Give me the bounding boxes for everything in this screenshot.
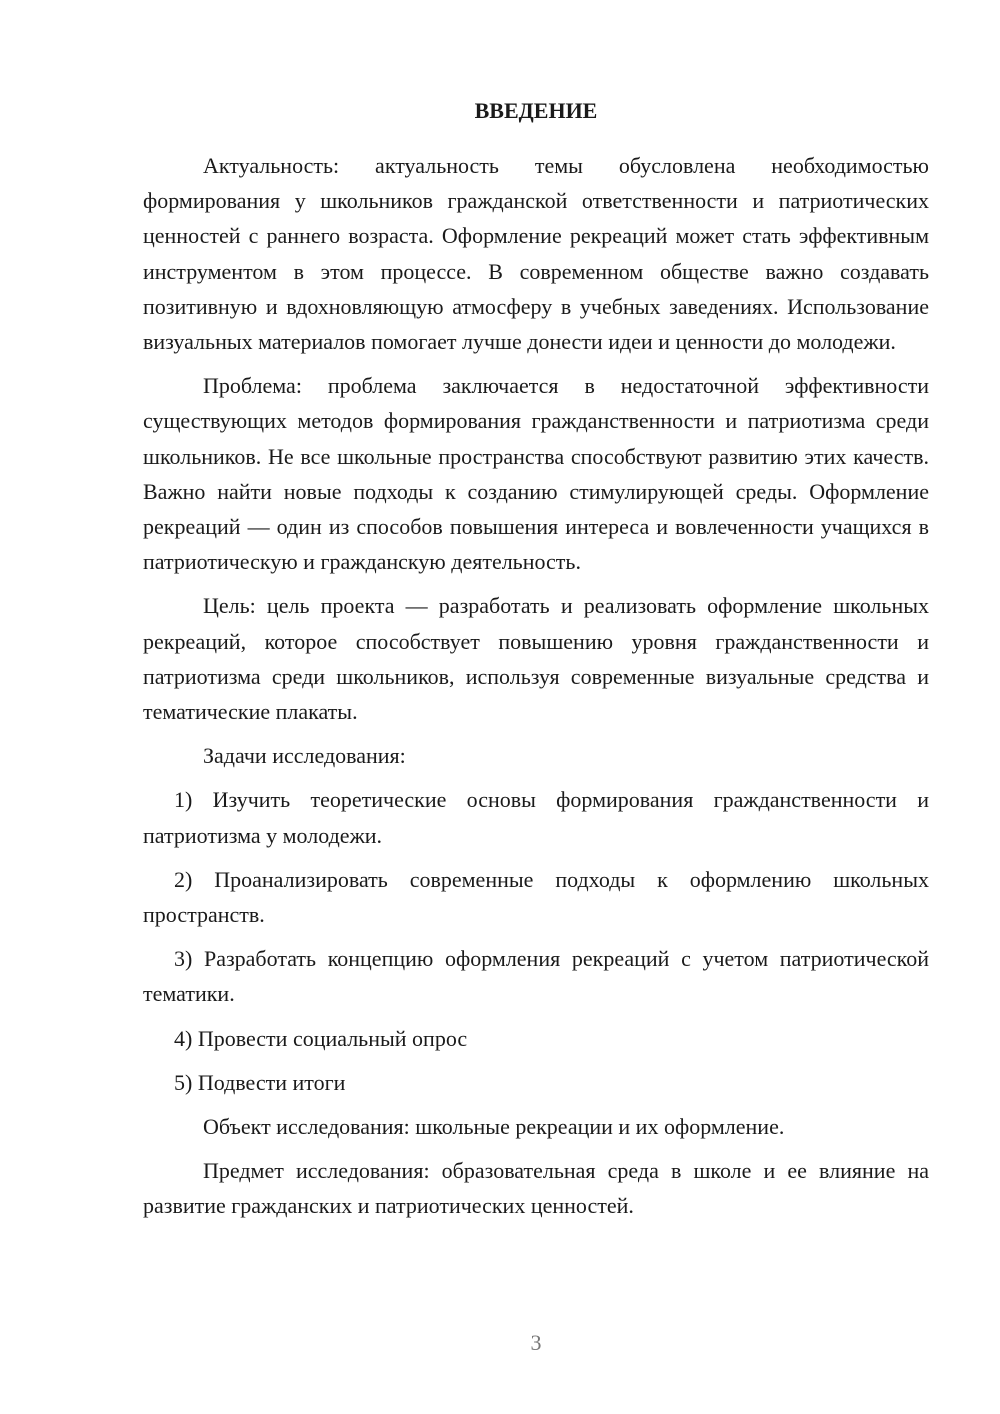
goal-paragraph: Цель: цель проекта — разработать и реализовать оформление школьных рекреаций, которое способствует повышению уровня гражданственности и патриотизма среди школьников, используя современные визуальные средства и тематические плакаты. — [143, 593, 929, 725]
task-item: 2) Проанализировать современные подходы к оформлению школьных пространств. — [143, 866, 929, 928]
research-subject-paragraph: Предмет исследования: образовательная среда в школе и ее влияние на развитие гражданских и патриотических ценностей. — [143, 1158, 929, 1219]
section-title: ВВЕДЕНИЕ — [474, 98, 598, 123]
task-item: 4) Провести социальный опрос — [174, 1025, 468, 1051]
problem-paragraph: Проблема: проблема заключается в недостаточной эффективности существующих методов формирования гражданственности и патриотизма среди школьников. Не все школьные пространства способствуют развитию этих качеств. Важно найти новые подходы к созданию стимулирующей среды. Оформление рекреаций — один из способов повышения интереса и вовлеченности учащихся в патриотическую и гражданскую деятельность. — [143, 373, 929, 575]
tasks-heading: Задачи исследования: — [203, 743, 406, 769]
research-object-paragraph: Объект исследования: школьные рекреации и их оформление. — [203, 1114, 785, 1140]
document-page — [143, 93, 929, 1233]
task-item: 5) Подвести итоги — [174, 1069, 346, 1095]
task-item: 3) Разработать концепцию оформления рекреаций с учетом патриотической тематики. — [143, 946, 929, 1007]
page-number: 3 — [530, 1330, 542, 1355]
task-item: 1) Изучить теоретические основы формирования гражданственности и патриотизма у молодежи. — [143, 787, 929, 848]
relevance-paragraph: Актуальность: актуальность темы обусловлена необходимостью формирования у школьников гражданской ответственности и патриотических ценностей с раннего возраста. Оформление рекреаций может стать эффективным инструментом в этом процессе. В современном обществе важно создавать позитивную и вдохновляющую атмосферу в учебных заведениях. Использование визуальных материалов помогает лучше донести идеи и ценности до молодежи. — [143, 153, 929, 355]
